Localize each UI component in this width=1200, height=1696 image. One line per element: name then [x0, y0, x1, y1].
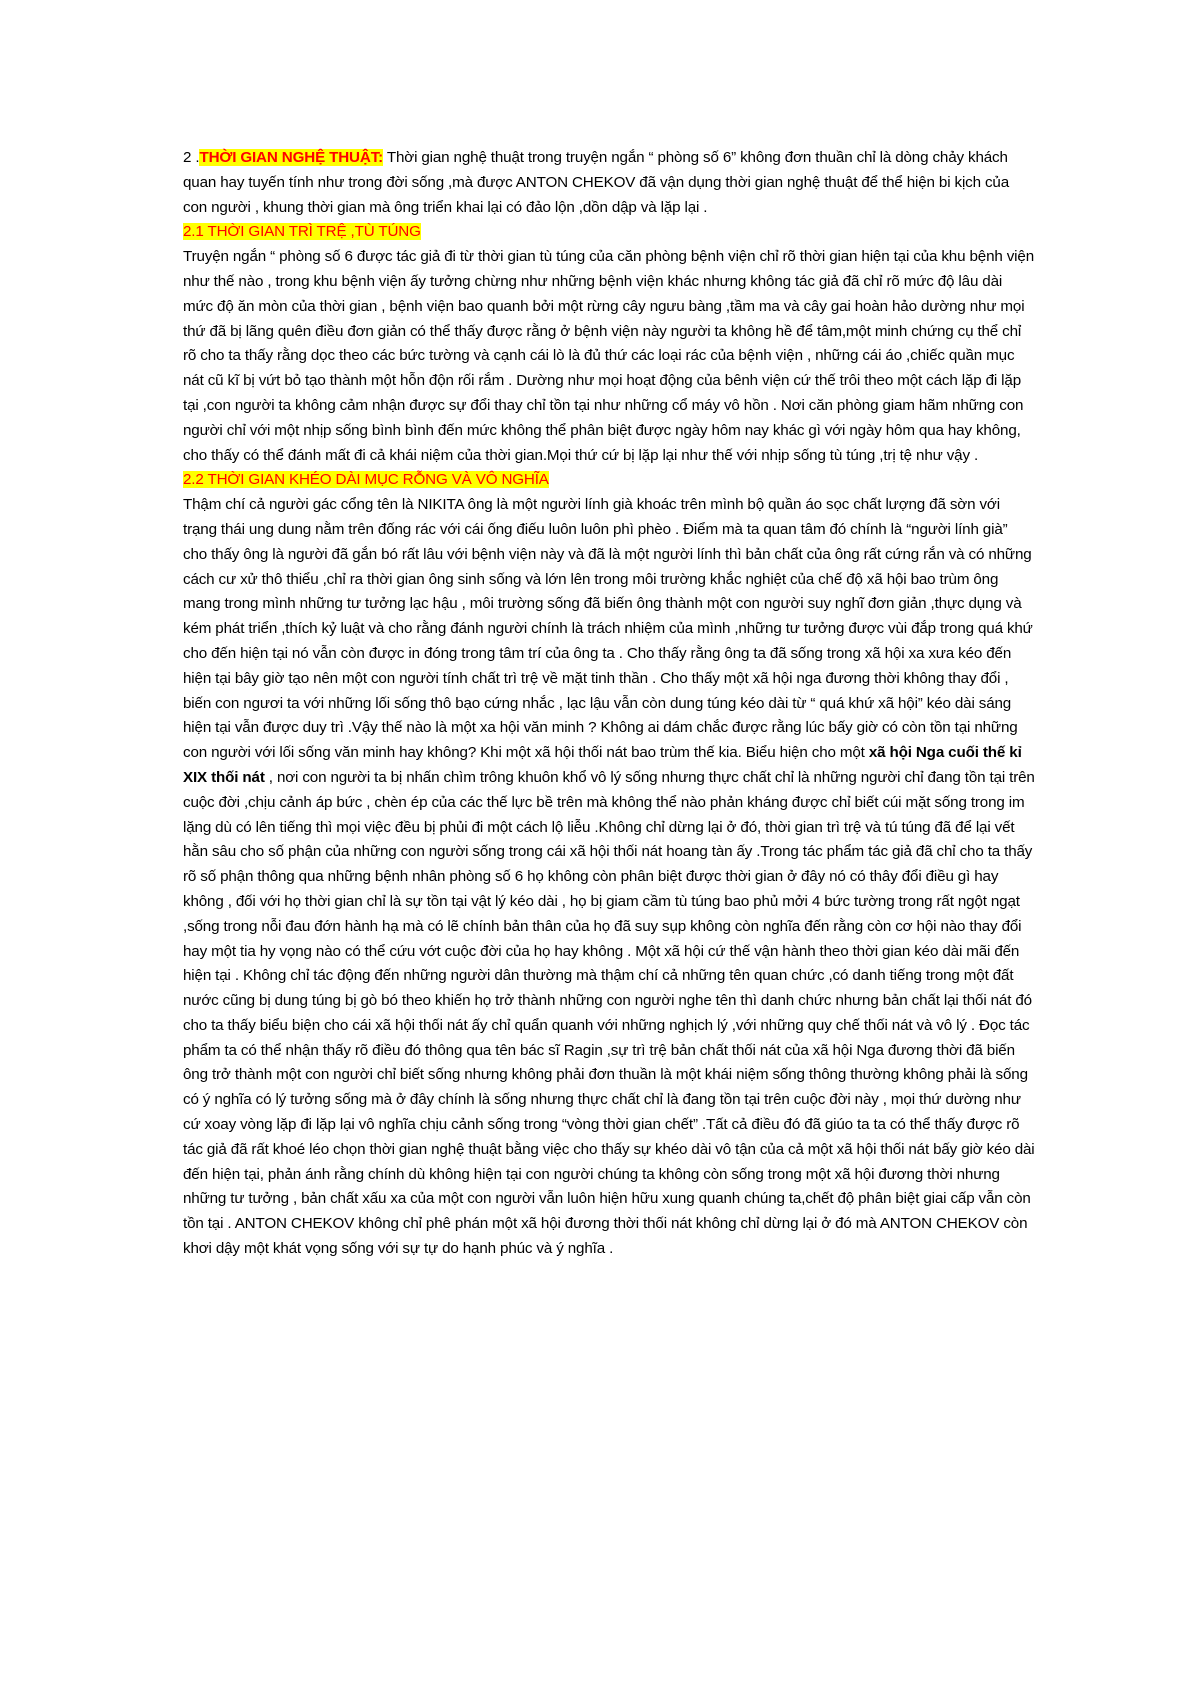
section-2-1-heading-line	[183, 220, 1035, 245]
section-2-paragraph	[183, 146, 1035, 220]
section-2-2-body-part2: , nơi con người ta bị nhấn chìm trông khuôn khổ vô lý sống nhưng thực chất chỉ là những người chỉ đang tồn tại trên cuộc đời ,chịu cảnh áp bức , chèn ép của các thế lực bề trên mà không thể nào phản kháng được chỉ biết cúi mặt sống trong im lặng dù có lên tiếng thì mọi việc đều bị phủi đi một cách lộ liễu .Không chỉ dừng lại ở đó, thời gian trì trệ và tú túng đã để lại vết hằn sâu cho số phận của những con người sống trong cái xã hội thối nát hoang tàn ấy .Trong tác phẩm tác giả đã chỉ cho ta thấy rõ số phận thông qua những bệnh nhân phòng số 6 họ không còn phân biệt được thời gian ở đây nó có thây đổi điều gì hay không , đối với họ thời gian chỉ là sự tồn tại vật lý kéo dài , họ bị giam cầm tù túng bao phủ mởi 4 bức tường trong rất ngột ngạt ,sống trong nỗi đau đớn hành hạ mà có lẽ chính bản thân của họ đã suy sụp không còn nghĩa đến rằng còn cơ hội nào thay đổi hay một tia hy vọng nào có thể cứu vớt cuộc đời của họ hay không . Một xã hội cứ thế vận hành theo thời gian kéo dài mãi đến hiện tại . Không chỉ tác động đến những người dân thường mà thậm chí cả những tên quan chức ,có danh tiếng trong một đất nước cũng bị dung túng bị gò bó theo khiến họ trở thành những con người nghe tên thì danh chức nhưng bản chất lại thối nát đó cho ta thấy biểu biện cho cái xã hội thối nát ấy chỉ quẩn quanh với những nghịch lý ,với những quy chế thối nát và vô lý . Đọc tác phẩm ta có thể nhận thấy rõ điều đó thông qua tên bác sĩ Ragin ,sự trì trệ bản chất thối nát của xã hội Nga đương thời đã biến ông trở thành một con người chỉ biết sống nhưng không phải đơn thuần là một khái niệm sống thông thường không phải là sống có ý nghĩa có lý tưởng sống mà ở đây chính là sống nhưng thực chất chỉ là đang tồn tại trên cuộc đời này , mọi thứ dường như cứ xoay vòng lặp đi lặp lại vô nghĩa chịu cảnh sống trong “vòng thời gian chết” .Tất cả điều đó đã giúo ta ta có thể thấy được rõ tác giả đã rất khoé léo chọn thời gian nghệ thuật bằng việc cho thấy sự khéo dài vô tận của cả một xã hội thối nát bấy giờ kéo dài đến hiện tại, phản ánh rằng chính dù không hiện tại con người chúng ta không còn sống trong một xã hội đương thời nhưng những tư tưởng , bản chất xấu xa của một con người vẫn luôn hiện hữu xung quanh chúng ta,chết độ phân biệt giai cấp vẫn còn tồn tại . ANTON CHEKOV không chỉ phê phán một xã hội đương thời thối nát không chỉ dừng lại ở đó mà ANTON CHEKOV còn khơi dậy một khát vọng sống với sự tự do hạnh phúc và ý nghĩa .	[183, 768, 1035, 1258]
section-2-1-body: Truyện ngắn “ phòng số 6 được tác giả đi từ thời gian tù túng của căn phòng bệnh viện chỉ rõ thời gian hiện tại của khu bệnh viện như thế nào , trong khu bệnh viện ấy tưởng chừng như những bệnh viện khác nhưng không tác giả đã chỉ rõ mức độ lâu dài mức độ ăn mòn của thời gian , bệnh viện bao quanh bởi một rừng cây ngưu bàng ,tầm ma và cây gai hoàn hảo dường như mọi thứ đã bị lãng quên điều đơn giản có thể thấy được rằng ở bệnh viện này người ta không hề để tâm,một minh chứng cụ thể chỉ rõ cho ta thấy rằng dọc theo các bức tường và cạnh cái lò là đủ thứ các loại rác của bệnh viện , những cái áo ,chiếc quần mục nát cũ kĩ bị vứt bỏ tạo thành một hỗn độn rối rắm . Dường như mọi hoạt động của bênh viện cứ thế trôi theo một cách lặp đi lặp tại ,con người ta không cảm nhận được sự đổi thay chỉ tồn tại như những cổ máy vô hồn . Nơi căn phòng giam hãm những con người chỉ với một nhịp sống bình bình đến mức không thể phân biệt được ngày hôm nay khác gì với ngày hôm qua hay không, cho thấy có thể đánh mất đi cả khái niệm của thời gian.Mọi thứ cứ bị lặp lại như thế với nhịp sống tù túng ,trị tệ như vậy .	[183, 248, 1034, 464]
section-2-2-body-part1: Thậm chí cả người gác cổng tên là NIKITA ông là một người lính già khoác trên mình bộ quần áo sọc chất lượng đã sờn với trạng thái ung dung nằm trên đống rác với cái ống điếu luôn luôn phì phèo . Điểm mà ta quan tâm đó chính là “người lính già” cho thấy ông là người đã gắn bó rất lâu với bệnh viện này và đã là một người lính thì bản chất của ông rất cứng rắn và có những cách cư xử thô thiểu ,chỉ ra thời gian ông sinh sống và lớn lên trong môi trường khắc nghiệt của chế độ xã hội bao trùm ông mang trong mình những tư tưởng lạc hậu , môi trường sống đã biến ông thành một con người suy nghĩ đơn giản ,thực dụng và kém phát triển ,thích kỷ luật và cho rằng đánh người chính là trách nhiệm của mình ,những tư tưởng được vùi đắp trong quá khứ cho đến hiện tại nó vẫn còn được in đóng trong tâm trí của ông ta . Cho thấy rằng ông ta đã sống trong xã hội xa xưa kéo đến hiện tại bây giờ tạo nên một con người tính chất trì trệ về mặt tinh thần . Cho thấy một xã hội nga đương thời không thay đổi , biến con ngươi ta với những lối sống thô bạo cứng nhắc , lạc lậu vẫn còn dung túng kéo dài từ “ quá khứ xã hội” kéo dài sáng hiện tại vẫn được duy trì .Vậy thế nào là một xa hội văn minh ? Không ai dám chắc được rằng lúc bấy giờ có còn tồn tại những con người với lối sống văn minh hay không? Khi một xã hội thối nát bao trùm thế kia. Biểu hiện cho một	[183, 496, 1033, 762]
section-2-2-heading-line	[183, 468, 1035, 493]
section-2-2-body	[183, 493, 1035, 1262]
section-2-1-heading: 2.1 THỜI GIAN TRÌ TRỆ ,TÙ TÚNG	[183, 223, 421, 241]
section-2-2-heading: 2.2 THỜI GIAN KHÉO DÀI MỤC RỖNG VÀ VÔ NGHĨA	[183, 471, 549, 489]
document-body	[183, 146, 1035, 1262]
section-2-number: 2 .	[183, 149, 200, 166]
section-2-heading: THỜI GIAN NGHỆ THUẬT:	[199, 149, 384, 166]
section-2-2-bold-phrase: xã hội Nga cuối thế kỉ XIX thối nát	[183, 744, 1022, 786]
section-2-body: Thời gian nghệ thuật trong truyện ngắn “ phòng số 6” không đơn thuần chỉ là dòng chảy khách quan hay tuyến tính như trong đời sống ,mà được ANTON CHEKOV đã vận dụng thời gian nghệ thuật để thể hiện bi kịch của con người , khung thời gian mà ông triển khai lại có đảo lộn ,dồn dập và lặp lại .	[183, 149, 1010, 216]
